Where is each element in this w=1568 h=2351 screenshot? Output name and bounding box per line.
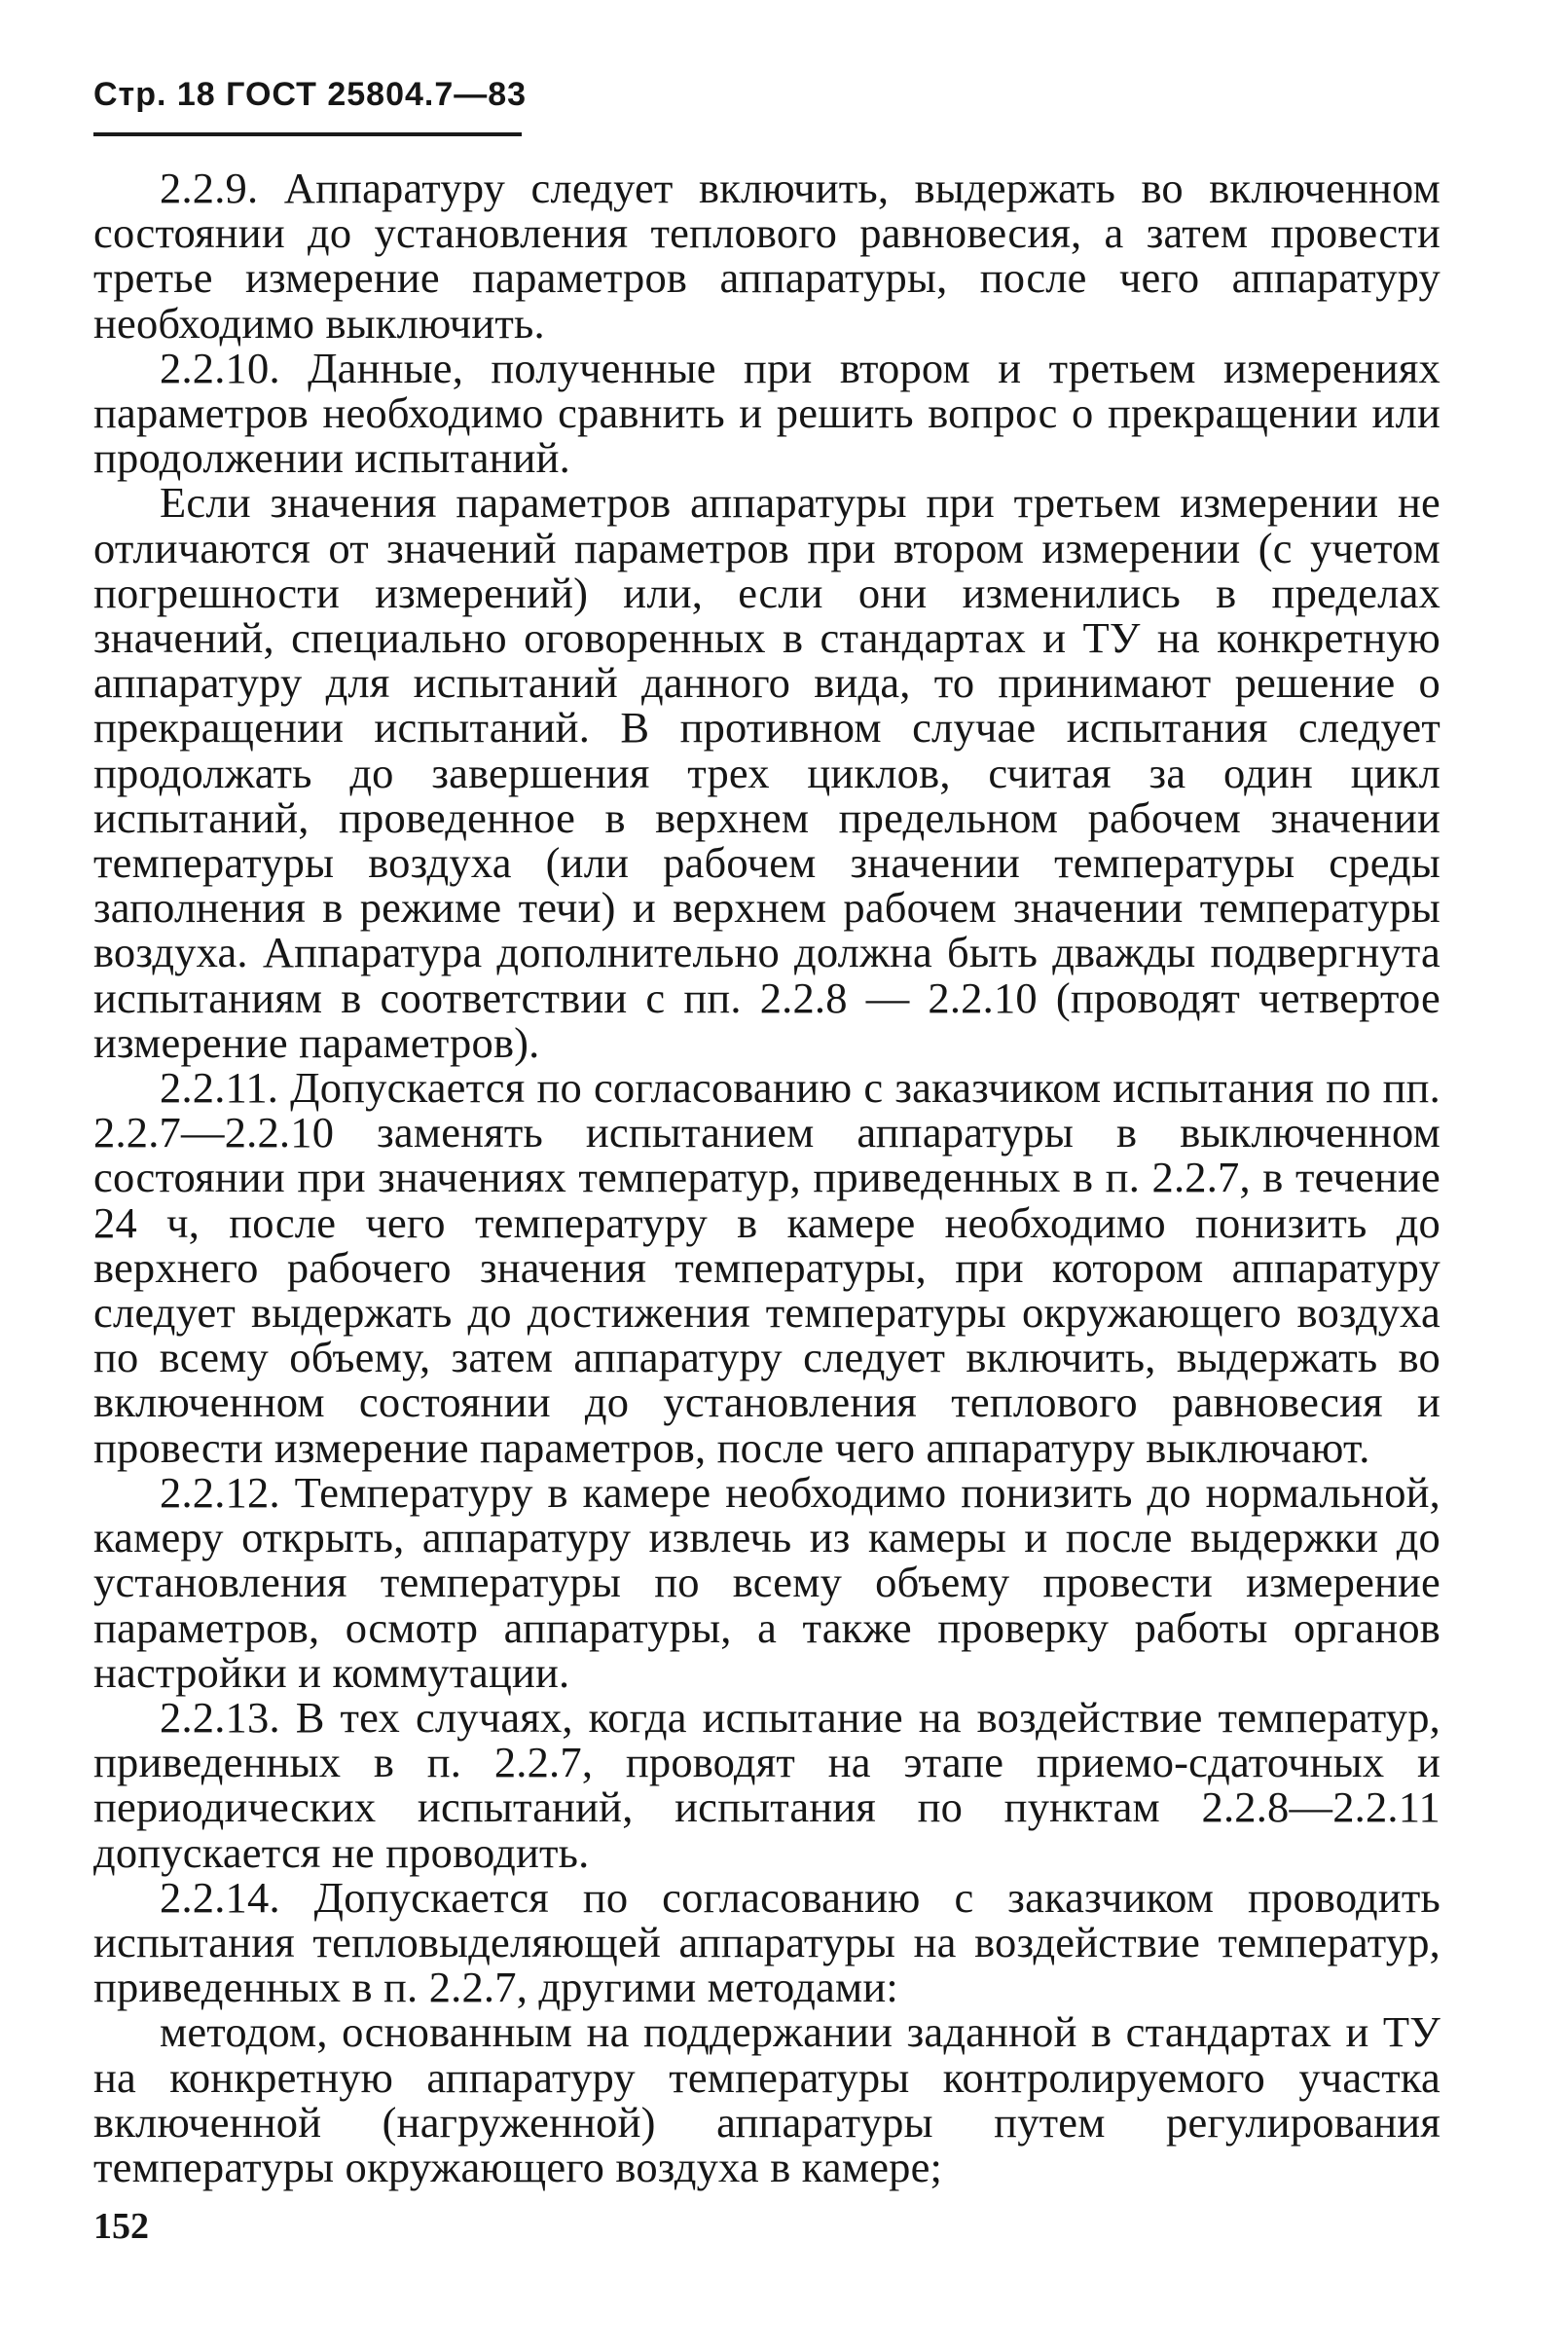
paragraph-2-2-13: 2.2.13. В тех случаях, когда испытание на воздействие температур, приведенных в п. 2.2.7, проводят на этапе приемо-сдаточных и периодических испытаний, испытания по пунктам 2.2.8—2.2.11 допускается не проводить. [93,1692,1440,1877]
paragraph-2-2-10: 2.2.10. Данные, полученные при втором и третьем измерениях параметров необходимо сравнить и решить вопрос о прекращении или продолжении испытаний. [93,343,1440,483]
page-label: Стр. 18 [93,76,216,113]
paragraph-2-2-11: 2.2.11. Допускается по согласованию с заказчиком испытания по пп. 2.2.7—2.2.10 заменять испытанием аппаратуры в выключенном состоянии при значениях температур, приведенных в п. 2.2.7, в течение 24 ч, после чего температуру в камере необходимо понизить до верхнего рабочего значения температуры, при котором аппаратуру следует выдержать до достижения температуры окружающего воздуха по всему объему, затем аппаратуру следует включить, выдержать во включенном состоянии до установления теплового равновесия и провести измерение параметров, после чего аппаратуру выключают. [93,1063,1440,1472]
paragraph-2-2-9: 2.2.9. Аппаратуру следует включить, выдержать во включенном состоянии до установления теплового равновесия, а затем провести третье измерение параметров аппаратуры, после чего аппаратуру необходимо выключить. [93,164,1440,348]
running-head [93,76,527,114]
page-number: 152 [93,2206,149,2247]
paragraph-2-2-14: 2.2.14. Допускается по согласованию с заказчиком проводить испытания тепловыделяющей аппаратуры на воздействие температур, приведенных в п. 2.2.7, другими методами: [93,1872,1440,2012]
page-header [93,76,528,136]
paragraph-method: методом, основанным на поддержании заданной в стандартах и ТУ на конкретную аппаратуру температуры контролируемого участка включенной (нагруженной) аппаратуры путем регулирования температуры окружающего воздуха в камере; [93,2007,1440,2191]
standard-code: ГОСТ 25804.7—83 [226,76,528,113]
paragraph-2-2-12: 2.2.12. Температуру в камере необходимо понизить до нормальной, камеру открыть, аппаратуру извлечь из камеры и после выдержки до установления температуры по всему объему провести измерение параметров, осмотр аппаратуры, а также проверку работы органов настройки и коммутации. [93,1467,1440,1697]
paragraph-conditions: Если значения параметров аппаратуры при третьем измерении не отличаются от значений параметров при втором измерении (с учетом погрешности измерений) или, если они изменились в пределах значений, специально оговоренных в стандартах и ТУ на конкретную аппаратуру для испытаний данного вида, то принимают решение о прекращении испытаний. В противном случае испытания следует продолжать до завершения трех циклов, считая за один цикл испытаний, проведенное в верхнем предельном рабочем значении температуры воздуха (или рабочем значении температуры среды заполнения в режиме течи) и верхнем рабочем значении температуры воздуха. Аппаратура дополнительно должна быть дважды подвергнута испытаниям в соответствии с пп. 2.2.8 — 2.2.10 (проводят четвертое измерение параметров). [93,478,1440,1067]
body-text [93,165,1440,2189]
